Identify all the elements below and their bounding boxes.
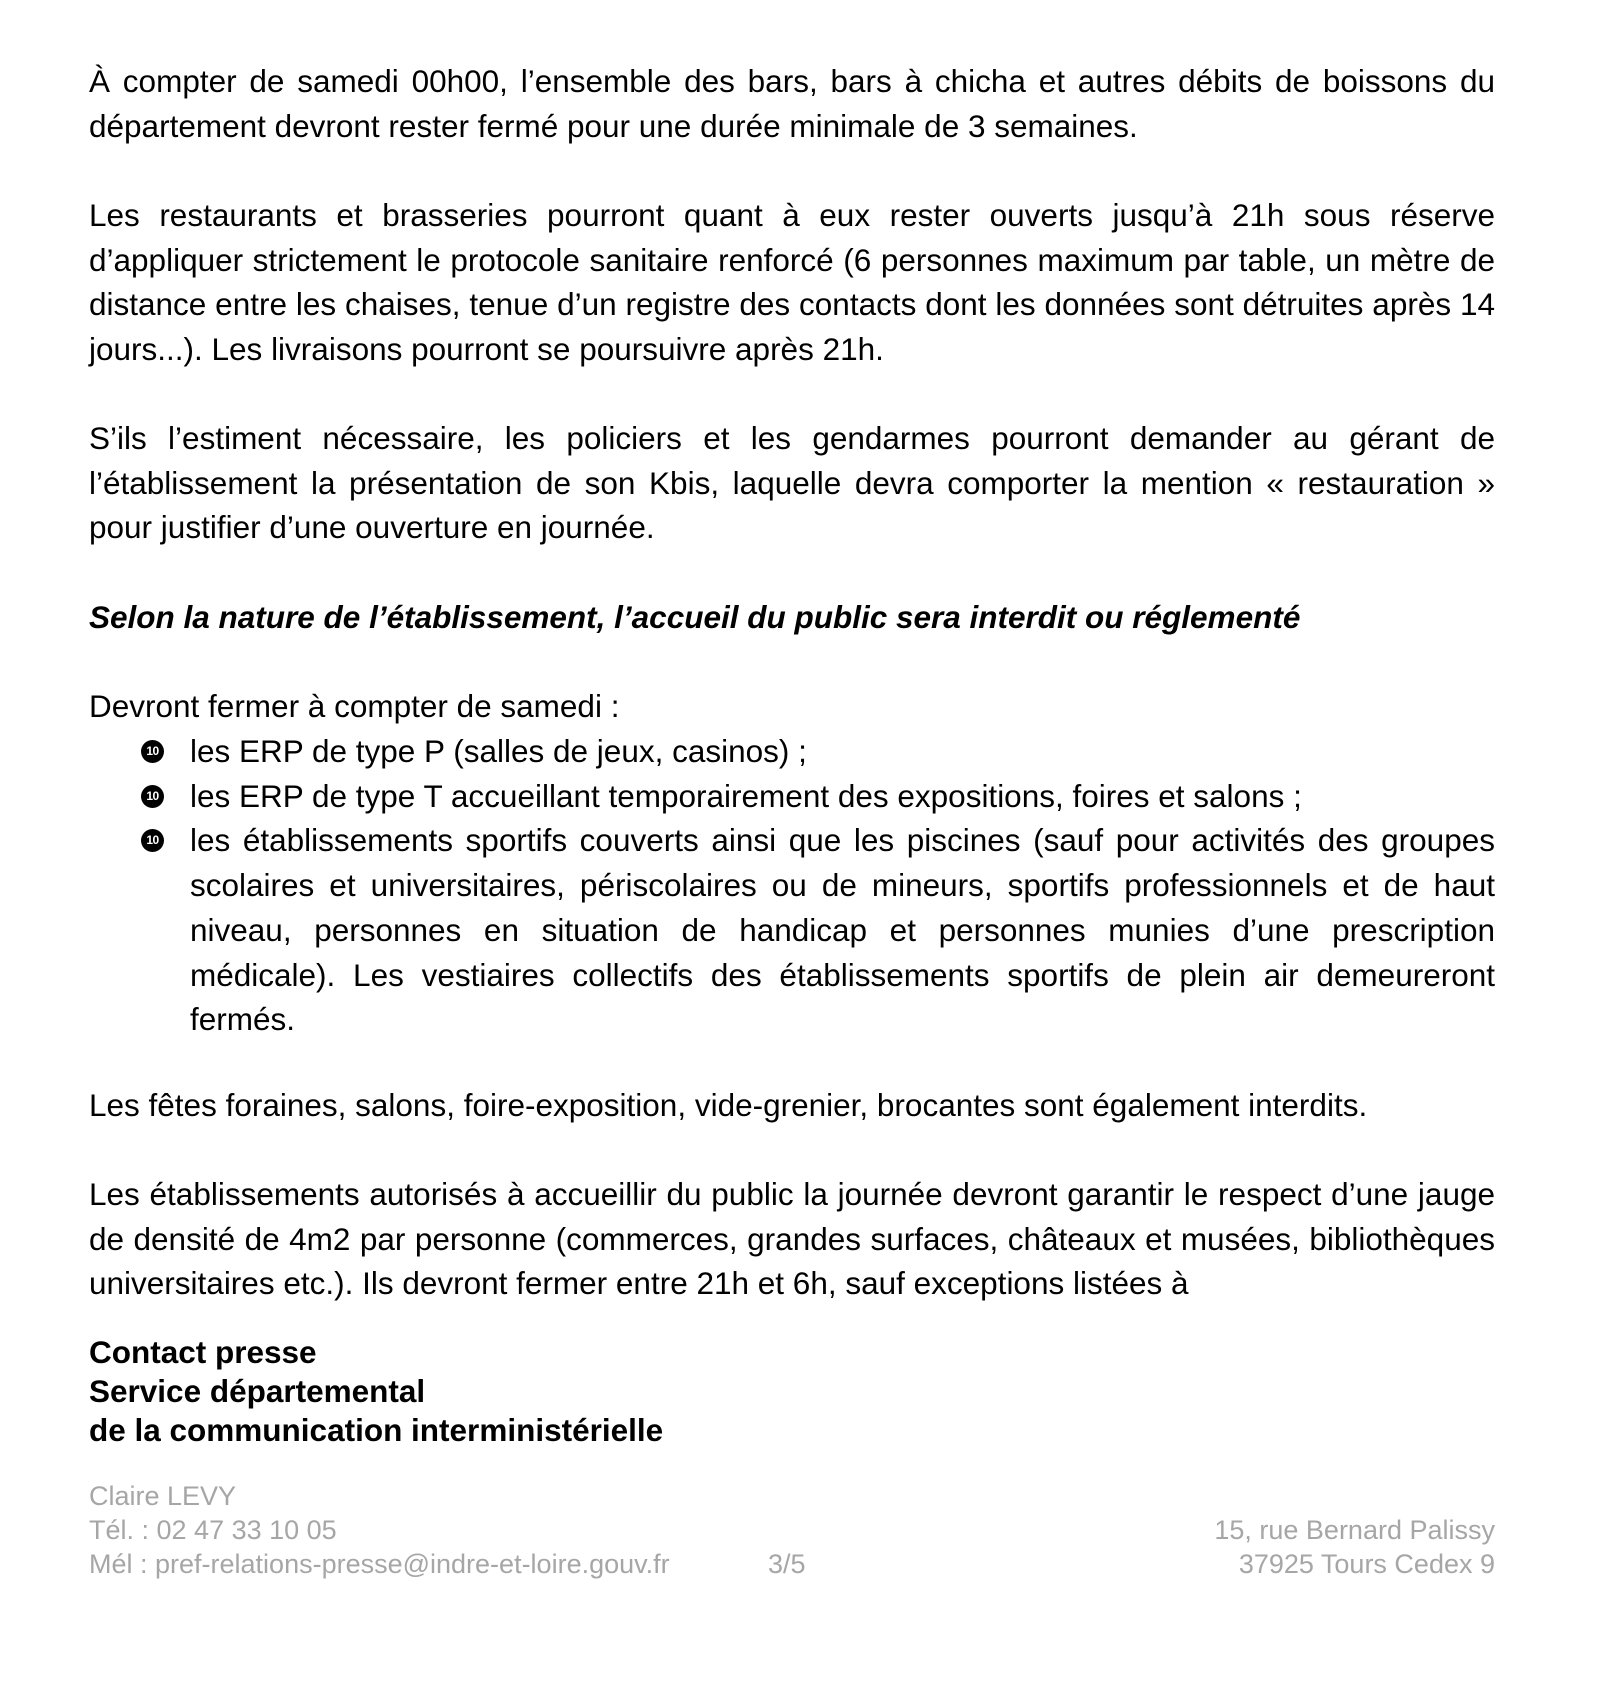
- list-item-text: les ERP de type T accueillant temporairement des expositions, foires et salons ;: [190, 777, 1302, 814]
- address-city: 37925 Tours Cedex 9: [1238, 1549, 1495, 1579]
- list-item: [89, 774, 1495, 819]
- list-item: [89, 818, 1495, 1042]
- circled-number-ten-icon: 10: [141, 740, 164, 763]
- paragraph-closure-intro: Devront fermer à compter de samedi :: [89, 688, 620, 724]
- footer-contact-details: [89, 1479, 670, 1581]
- press-contact-block: [89, 1333, 663, 1450]
- circled-number-ten-icon: 10: [141, 785, 164, 808]
- page-number: 3/5: [768, 1549, 806, 1579]
- contact-service: Service départemental: [89, 1373, 426, 1409]
- contact-service-detail: de la communication interministérielle: [89, 1412, 664, 1448]
- list-item-text: les ERP de type P (salles de jeux, casinos) ;: [190, 733, 807, 769]
- contact-phone: Tél. : 02 47 33 10 05: [89, 1515, 337, 1545]
- contact-email: Mél : pref-relations-presse@indre-et-loire.gouv.fr: [89, 1549, 670, 1579]
- contact-title: Contact presse: [89, 1334, 317, 1370]
- paragraph-restaurants: Les restaurants et brasseries pourront quant à eux rester ouverts jusqu’à 21h sous réserve d’appliquer strictement le protocole sanitaire renforcé (6 personnes maximum par table, un mètre de distance entre les chaises, tenue d’un registre des contacts dont les données sont détruites après 14 jours...). Les livraisons pourront se poursuivre après 21h.: [89, 197, 1495, 368]
- paragraph-density-gauge: Les établissements autorisés à accueillir du public la journée devront garantir le respect d’une jauge de densité de 4m2 par personne (commerces, grandes surfaces, châteaux et musées, bibliothèques universitaires etc.). Ils devront fermer entre 21h et 6h, sauf exceptions listées à: [89, 1176, 1495, 1302]
- paragraph-fairs-banned: Les fêtes foraines, salons, foire-exposition, vide-grenier, brocantes sont également interdits.: [89, 1087, 1368, 1123]
- footer-address: [1214, 1513, 1495, 1581]
- closure-bullet-list: [89, 729, 1495, 1042]
- circled-number-ten-icon: 10: [141, 829, 164, 852]
- address-street: 15, rue Bernard Palissy: [1214, 1515, 1495, 1545]
- list-item-text: les établissements sportifs couverts ainsi que les piscines (sauf pour activités des groupes scolaires et universitaires, périscolaires ou de mineurs, sportifs professionnels et de haut niveau, personnes en situation de handicap et personnes munies d’une prescription médicale). Les vestiaires collectifs des établissements sportifs de plein air demeureront fermés.: [190, 822, 1495, 1038]
- paragraph-police-checks: S’ils l’estiment nécessaire, les policiers et les gendarmes pourront demander au gérant de l’établissement la présentation de son Kbis, laquelle devra comporter la mention « restauration » pour justifier d’une ouverture en journée.: [89, 420, 1495, 546]
- paragraph-bars-closure: À compter de samedi 00h00, l’ensemble des bars, bars à chicha et autres débits de boissons du département devront rester fermé pour une durée minimale de 3 semaines.: [89, 63, 1495, 144]
- contact-name: Claire LEVY: [89, 1481, 237, 1511]
- section-heading: Selon la nature de l’établissement, l’accueil du public sera interdit ou réglementé: [89, 599, 1301, 635]
- list-item: [89, 729, 1495, 774]
